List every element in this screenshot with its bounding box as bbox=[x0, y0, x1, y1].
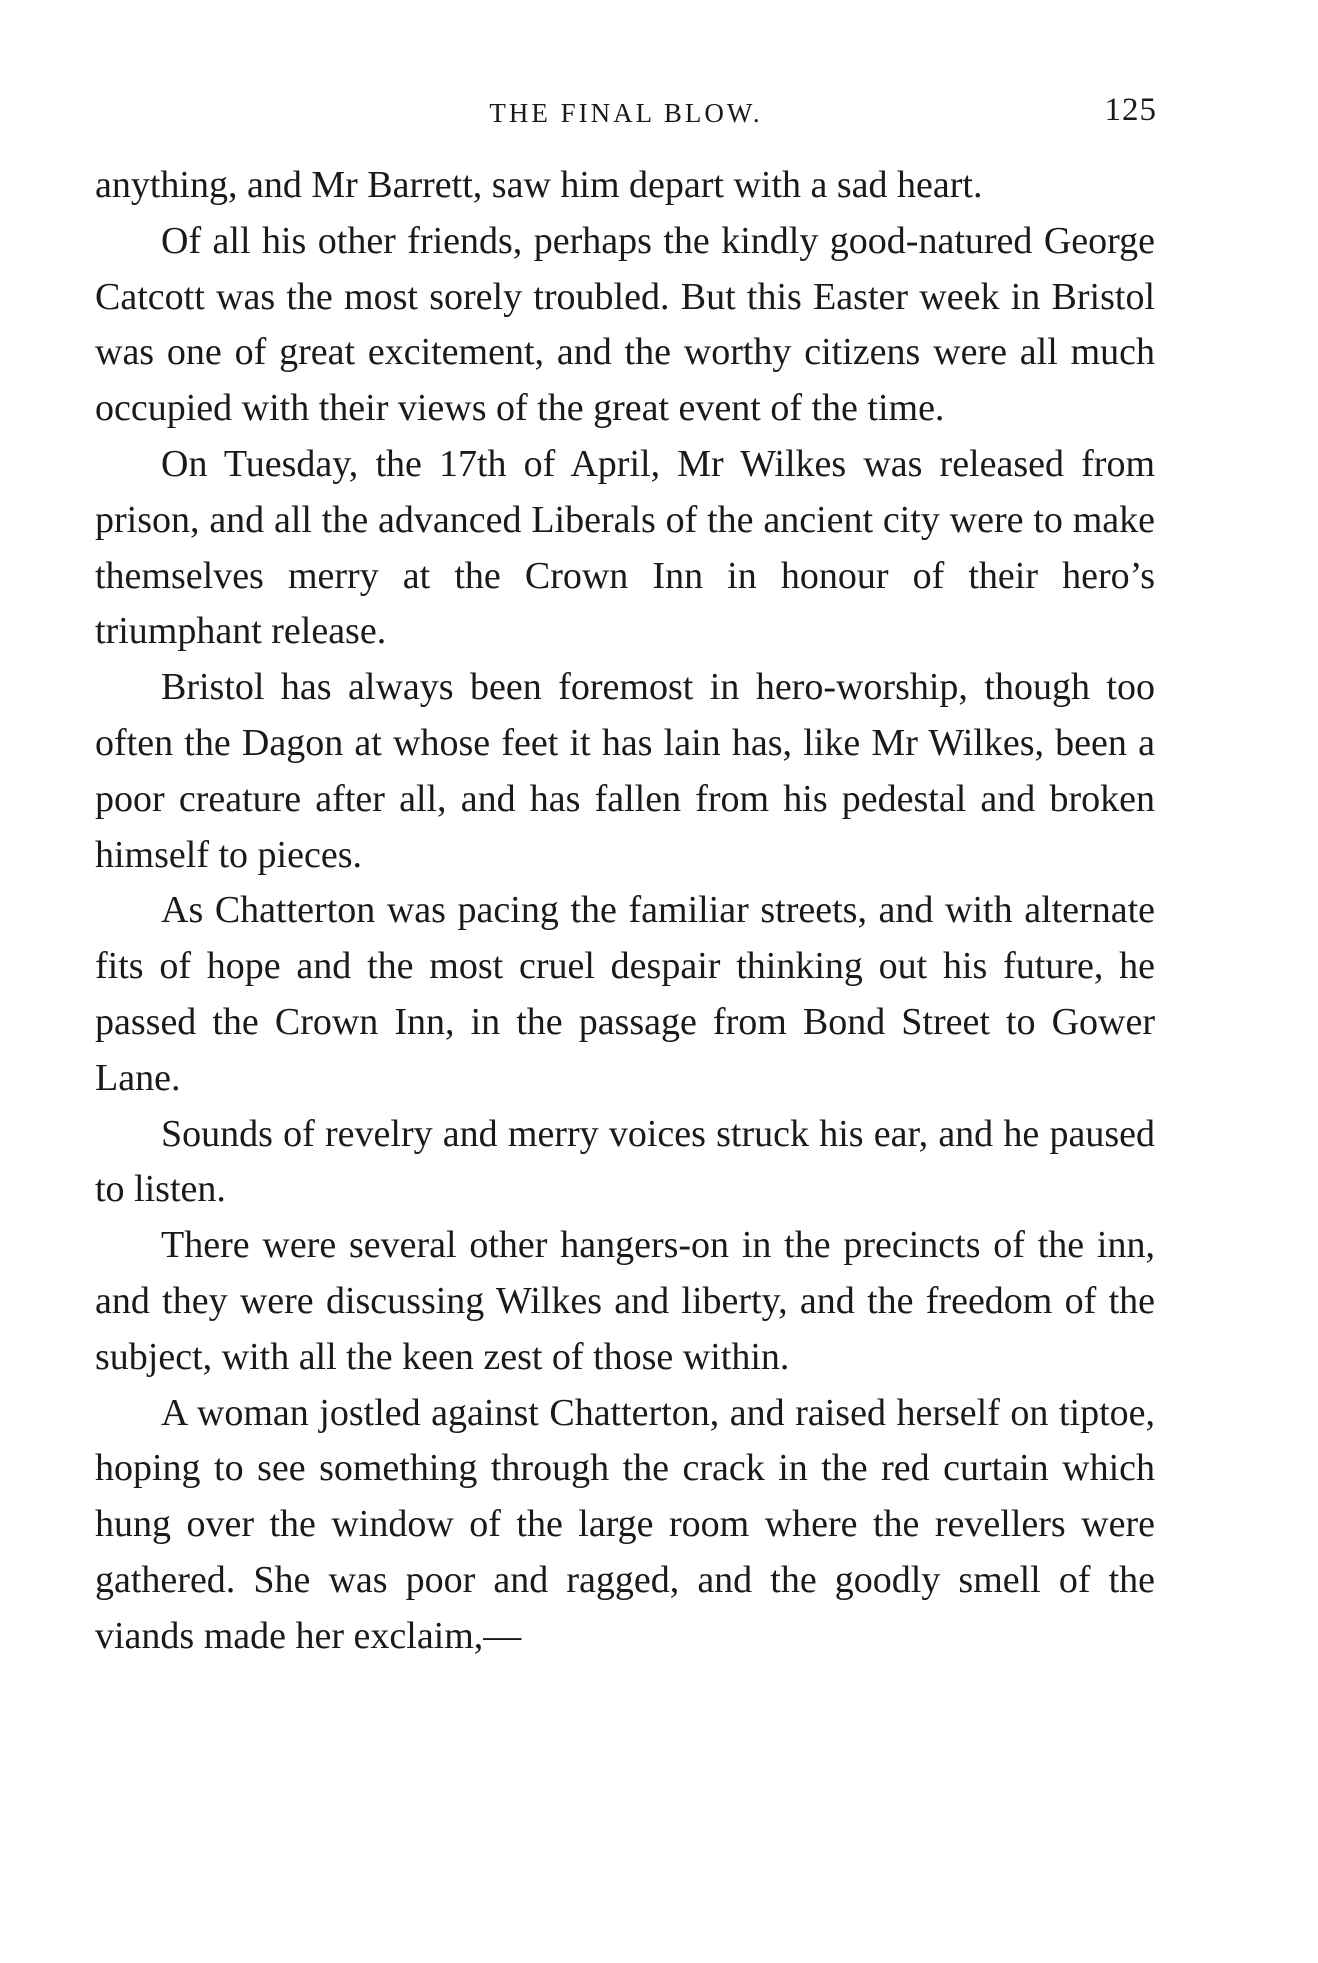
running-header bbox=[95, 90, 1157, 136]
paragraph-continuation: anything, and Mr Barrett, saw him depart with a sad heart. bbox=[95, 164, 983, 206]
paragraph: There were several other hangers-on in the precincts of the inn, and they were discussing Wilkes and liberty, and the freedom of the subject, with all the keen zest of those within. bbox=[95, 1224, 1155, 1378]
page-number: 125 bbox=[1104, 92, 1157, 128]
paragraph: A woman jostled against Chatterton, and raised herself on tiptoe, hoping to see something through the crack in the red curtain which hung over the window of the large room where the revellers were gathered. She was poor and ragged, and the goodly smell of the viands made her exclaim,— bbox=[95, 1391, 1155, 1657]
body-text bbox=[95, 158, 1155, 1665]
paragraph: Bristol has always been foremost in hero-worship, though too often the Dagon at whose feet it has lain has, like Mr Wilkes, been a poor creature after all, and has fallen from his pedestal and broken himself to pieces. bbox=[95, 666, 1155, 876]
paragraph: On Tuesday, the 17th of April, Mr Wilkes was released from prison, and all the advanced Liberals of the ancient city were to make themselves merry at the Crown Inn in honour of their hero’s triumphant release. bbox=[95, 442, 1155, 653]
paragraph: As Chatterton was pacing the familiar streets, and with alternate fits of hope and the most cruel despair thinking out his future, he passed the Crown Inn, in the passage from Bond Street to Gower Lane. bbox=[95, 889, 1155, 1099]
paragraph: Sounds of revelry and merry voices struck his ear, and he paused to listen. bbox=[95, 1112, 1155, 1211]
running-title: THE FINAL BLOW. bbox=[489, 98, 763, 128]
paragraph: Of all his other friends, perhaps the kindly good-natured George Catcott was the most sorely troubled. But this Easter week in Bristol was one of great excitement, and the worthy citizens were all much occupied with their views of the great event of the time. bbox=[95, 219, 1155, 430]
